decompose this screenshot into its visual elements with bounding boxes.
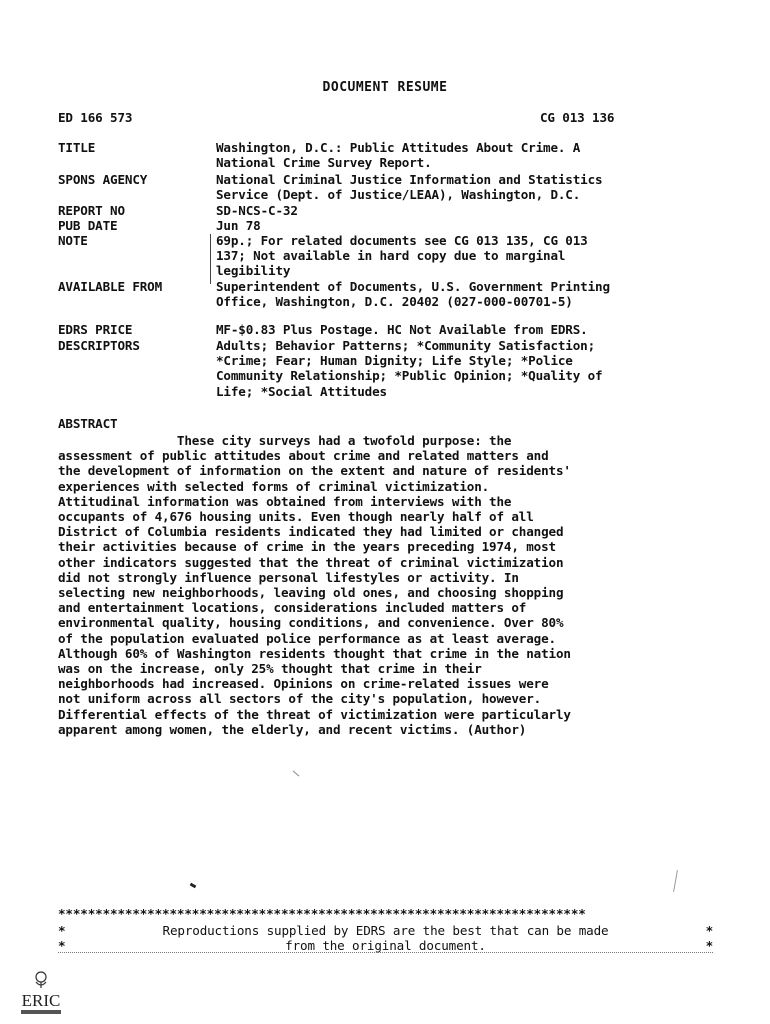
reproduction-text: Reproductions supplied by EDRS are the best that can be made xyxy=(162,923,609,938)
document-title: DOCUMENT RESUME xyxy=(322,80,448,95)
cg-number: CG 013 136 xyxy=(540,110,615,125)
field-label: NOTE xyxy=(58,233,88,248)
field-value: 69p.; For related documents see CG 013 135, CG 013 137; Not available in hard copy due to marginal legibility xyxy=(216,233,588,279)
eric-logo xyxy=(18,968,64,1020)
field-label: DESCRIPTORS xyxy=(58,338,140,353)
field-value: MF-$0.83 Plus Postage. HC Not Available from EDRS. xyxy=(216,322,588,337)
field-value: SD-NCS-C-32 xyxy=(216,203,298,218)
eric-logo-text: ERIC xyxy=(21,991,61,1010)
field-label: AVAILABLE FROM xyxy=(58,279,163,294)
star-mark: * xyxy=(705,938,713,953)
field-label: PUB DATE xyxy=(58,218,118,233)
scan-speck xyxy=(210,234,211,284)
scan-speck xyxy=(293,771,300,777)
field-label: EDRS PRICE xyxy=(58,322,133,337)
star-border: *********************************************************************** xyxy=(58,906,586,921)
field-value: Washington, D.C.: Public Attitudes About Crime. A National Crime Survey Report. xyxy=(216,140,581,171)
scan-speck xyxy=(673,870,678,892)
abstract-text: These city surveys had a twofold purpose: the assessment of public attitudes about crime and related matters and the development of information on the extent and nature of residents' experiences with selected forms of criminal victimization. Attitudinal information was obtained from interviews with the occupants of 4,676 housing units. Even though nearly half of all District of Columbia residents indicated they had limited or changed their activities because of crime in the years preceding 1974, most other indicators suggested that the threat of criminal victimization did not strongly influence personal lifestyles or activity. In selecting new neighborhoods, leaving old ones, and choosing shopping and entertainment locations, considerations included matters of environmental quality, housing conditions, and convenience. Over 80% of the population evaluated police performance as at least average. Although 60% of Washington residents thought that crime in the nation was on the increase, only 25% thought that crime in their neighborhoods had increased. Opinions on crime-related issues were not uniform across all sectors of the city's population, however. Differential effects of the threat of victimization were particularly apparent among women, the elderly, and recent victims. (Author) xyxy=(58,433,571,737)
dotted-divider xyxy=(58,952,713,953)
eric-logo-icon xyxy=(18,968,64,1020)
ed-number: ED 166 573 xyxy=(58,110,133,125)
field-label: SPONS AGENCY xyxy=(58,172,148,187)
field-label: REPORT NO xyxy=(58,203,125,218)
field-value: Jun 78 xyxy=(216,218,261,233)
field-value: National Criminal Justice Information and Statistics Service (Dept. of Justice/LEAA), Washington, D.C. xyxy=(216,172,603,203)
field-label: TITLE xyxy=(58,140,96,155)
reproduction-text: from the original document. xyxy=(285,938,486,953)
star-mark: * xyxy=(58,938,66,953)
star-mark: * xyxy=(705,923,713,938)
star-mark: * xyxy=(58,923,66,938)
abstract-label: ABSTRACT xyxy=(58,416,118,431)
field-value: Adults; Behavior Patterns; *Community Satisfaction; *Crime; Fear; Human Dignity; Life Style; *Police Community Relationship; *Public Opinion; *Quality of Life; *Social Attitudes xyxy=(216,338,603,399)
scan-speck xyxy=(190,883,197,889)
field-value: Superintendent of Documents, U.S. Government Printing Office, Washington, D.C. 20402 (027-000-00701-5) xyxy=(216,279,610,310)
